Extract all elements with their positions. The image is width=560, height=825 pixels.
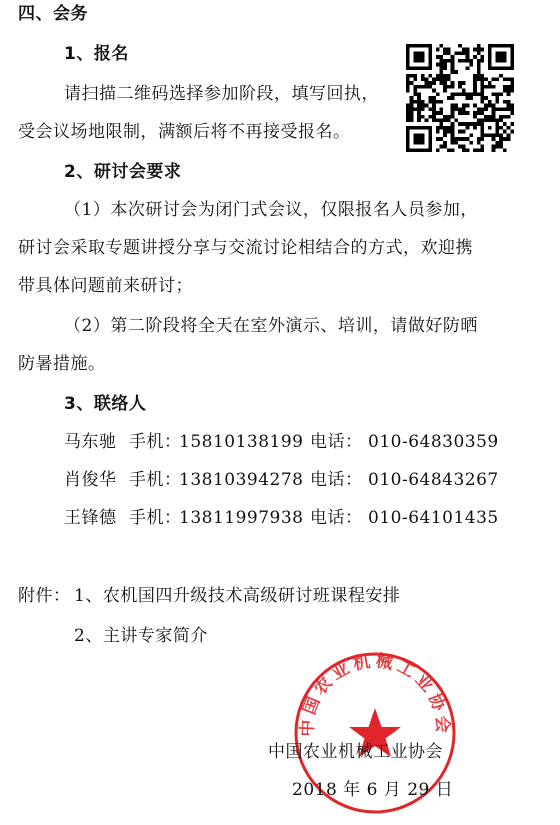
attachment-item-1: 1、农机国四升级技术高级研讨班课程安排 bbox=[74, 586, 401, 606]
requirements-p1-line3: 带具体问题前来研讨； bbox=[18, 276, 193, 296]
requirements-heading: 2、研讨会要求 bbox=[64, 162, 182, 182]
contact-phone-label: 电话： bbox=[310, 470, 363, 490]
registration-text-line1: 请扫描二维码选择参加阶段，填写回执， bbox=[64, 84, 379, 104]
attachments-label: 附件： bbox=[18, 586, 71, 606]
contact-mobile-label: 手机： bbox=[129, 432, 182, 452]
contact-mobile-label: 手机： bbox=[129, 470, 182, 490]
registration-text-line2: 受会议场地限制，满额后将不再接受报名。 bbox=[18, 122, 351, 142]
requirements-p2-line2: 防暑措施。 bbox=[18, 354, 106, 374]
contact-name: 王锋德 bbox=[64, 508, 117, 528]
requirements-p2-line1: （2）第二阶段将全天在室外演示、培训，请做好防晒 bbox=[64, 316, 478, 336]
contact-phone-label: 电话： bbox=[310, 508, 363, 528]
contact-mobile[interactable]: 15810138199 bbox=[179, 432, 304, 452]
contact-mobile-label: 手机： bbox=[129, 508, 182, 528]
contact-phone[interactable]: 010-64843267 bbox=[368, 470, 499, 490]
contact-phone[interactable]: 010-64101435 bbox=[368, 508, 499, 528]
registration-heading: 1、报名 bbox=[64, 44, 129, 64]
contact-mobile[interactable]: 13810394278 bbox=[179, 470, 304, 490]
section-title: 四、会务 bbox=[18, 4, 88, 24]
contact-name: 马东驰 bbox=[64, 432, 117, 452]
contact-mobile[interactable]: 13811997938 bbox=[179, 508, 304, 528]
requirements-p1-line2: 研讨会采取专题讲授分享与交流讨论相结合的方式，欢迎携 bbox=[18, 238, 473, 258]
requirements-p1-line1: （1）本次研讨会为闭门式会议，仅限报名人员参加， bbox=[64, 200, 478, 220]
signature-date: 2018 年 6 月 29 日 bbox=[292, 780, 454, 800]
svg-text:中国农业机械工业协会: 中国农业机械工业协会 bbox=[297, 651, 453, 738]
attachment-item-2: 2、主讲专家简介 bbox=[74, 626, 208, 646]
contact-phone[interactable]: 010-64830359 bbox=[368, 432, 499, 452]
contacts-heading: 3、联络人 bbox=[64, 394, 147, 414]
qr-code-icon[interactable] bbox=[406, 44, 514, 152]
signature-org: 中国农业机械工业协会 bbox=[268, 742, 443, 762]
contact-phone-label: 电话： bbox=[310, 432, 363, 452]
contact-name: 肖俊华 bbox=[64, 470, 117, 490]
